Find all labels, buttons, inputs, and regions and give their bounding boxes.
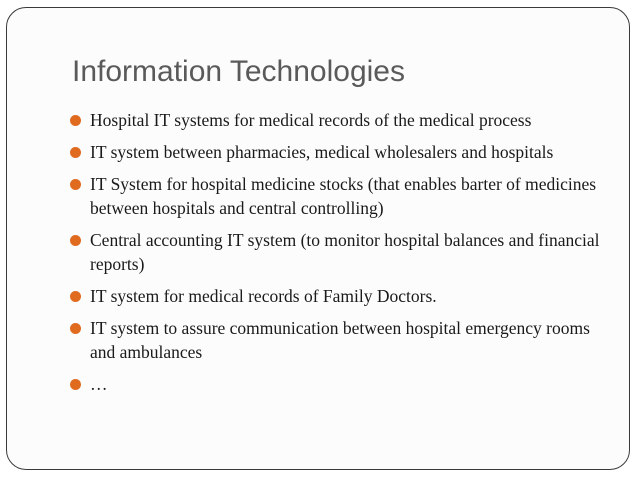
bullet-dot-icon: [70, 147, 81, 158]
bullet-text: IT system to assure communication between hospital emergency rooms and ambulances: [90, 318, 590, 362]
bullet-dot-icon: [70, 379, 81, 390]
bullet-item-3: [70, 172, 610, 220]
bullet-item-7: [70, 372, 610, 396]
bullet-list: [70, 108, 610, 404]
bullet-dot-icon: [70, 291, 81, 302]
slide-title: Information Technologies: [72, 55, 405, 88]
bullet-item-6: [70, 316, 610, 364]
bullet-item-5: [70, 284, 610, 308]
bullet-dot-icon: [70, 179, 81, 190]
bullet-dot-icon: [70, 235, 81, 246]
bullet-dot-icon: [70, 115, 81, 126]
bullet-text: IT System for hospital medicine stocks (that enables barter of medicines between hospitals and central controlling): [90, 174, 597, 218]
bullet-text: …: [90, 374, 108, 394]
bullet-dot-icon: [70, 323, 81, 334]
bullet-item-4: [70, 228, 610, 276]
bullet-item-2: [70, 140, 610, 164]
bullet-text: IT system between pharmacies, medical wholesalers and hospitals: [90, 142, 554, 162]
bullet-item-1: [70, 108, 610, 132]
bullet-text: IT system for medical records of Family Doctors.: [90, 286, 437, 306]
bullet-text: Central accounting IT system (to monitor hospital balances and financial reports): [90, 230, 600, 274]
bullet-text: Hospital IT systems for medical records of the medical process: [90, 110, 532, 130]
